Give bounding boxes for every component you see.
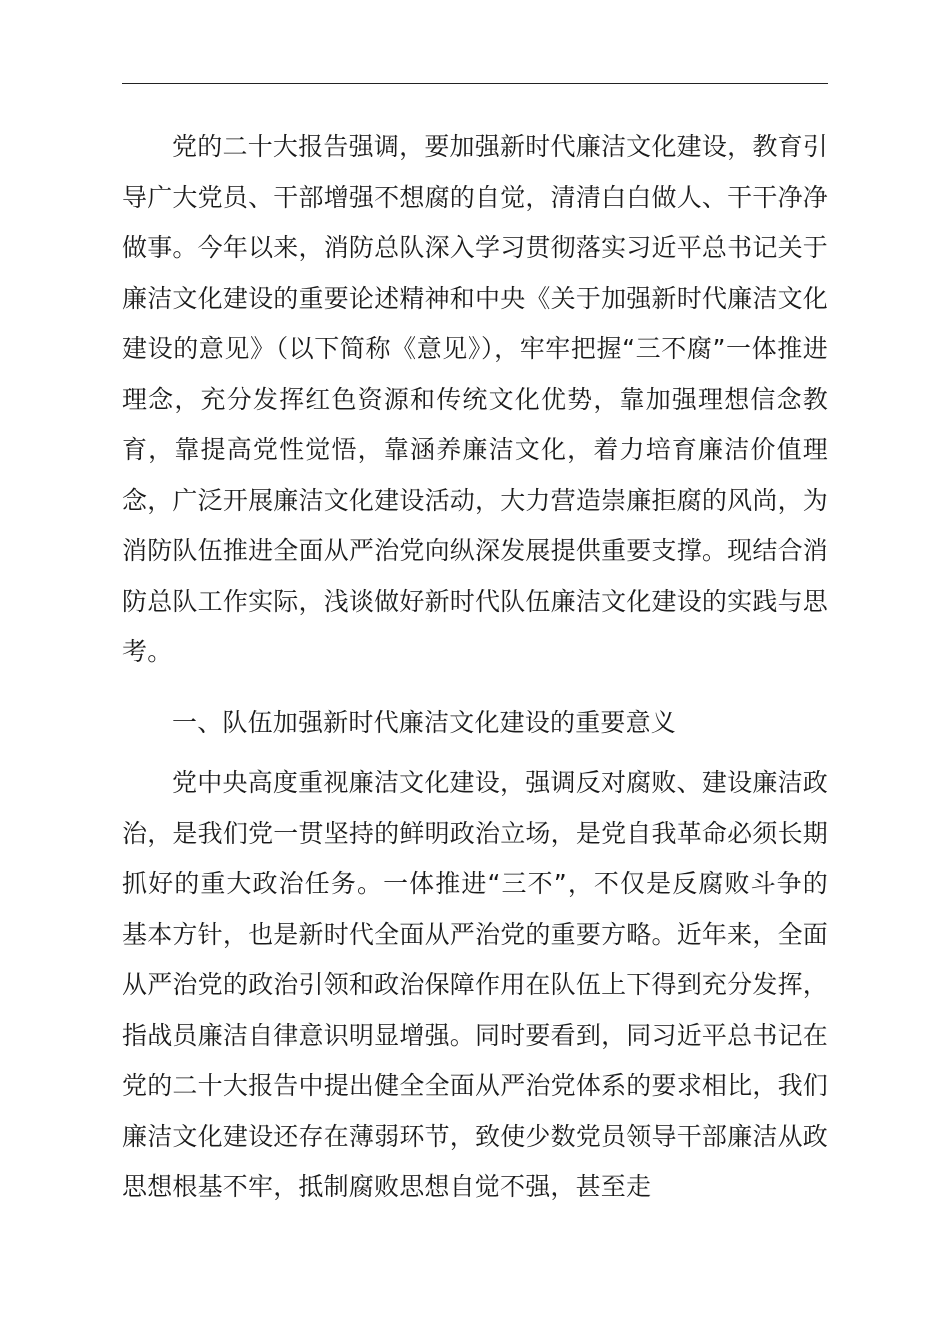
section-heading: 一、队伍加强新时代廉洁文化建设的重要意义	[172, 707, 677, 737]
header-rule	[122, 83, 828, 84]
document-body	[122, 122, 828, 1213]
section-paragraph: 党中央高度重视廉洁文化建设，强调反对腐败、建设廉洁政治，是我们党一贯坚持的鲜明政治立场，是党自我革命必须长期抓好的重大政治任务。一体推进“三不”，不仅是反腐败斗争的基本方针，也是新时代全面从严治党的重要方略。近年来，全面从严治党的政治引领和政治保障作用在队伍上下得到充分发挥，指战员廉洁自律意识明显增强。同时要看到，同习近平总书记在党的二十大报告中提出健全全面从严治党体系的要求相比，我们廉洁文化建设还存在薄弱环节，致使少数党员领导干部廉洁从政思想根基不牢，抵制腐败思想自觉不强，甚至走	[122, 768, 828, 1201]
intro-paragraph: 党的二十大报告强调，要加强新时代廉洁文化建设，教育引导广大党员、干部增强不想腐的自觉，清清白白做人、干干净净做事。今年以来，消防总队深入学习贯彻落实习近平总书记关于廉洁文化建设的重要论述精神和中央《关于加强新时代廉洁文化建设的意见》（以下简称《意见》），牢牢把握“三不腐”一体推进理念，充分发挥红色资源和传统文化优势，靠加强理想信念教育，靠提高党性觉悟，靠涵养廉洁文化，着力培育廉洁价值理念，广泛开展廉洁文化建设活动，大力营造崇廉拒腐的风尚，为消防队伍推进全面从严治党向纵深发展提供重要支撑。现结合消防总队工作实际，浅谈做好新时代队伍廉洁文化建设的实践与思考。	[122, 132, 828, 666]
paragraph-gap	[122, 678, 828, 688]
